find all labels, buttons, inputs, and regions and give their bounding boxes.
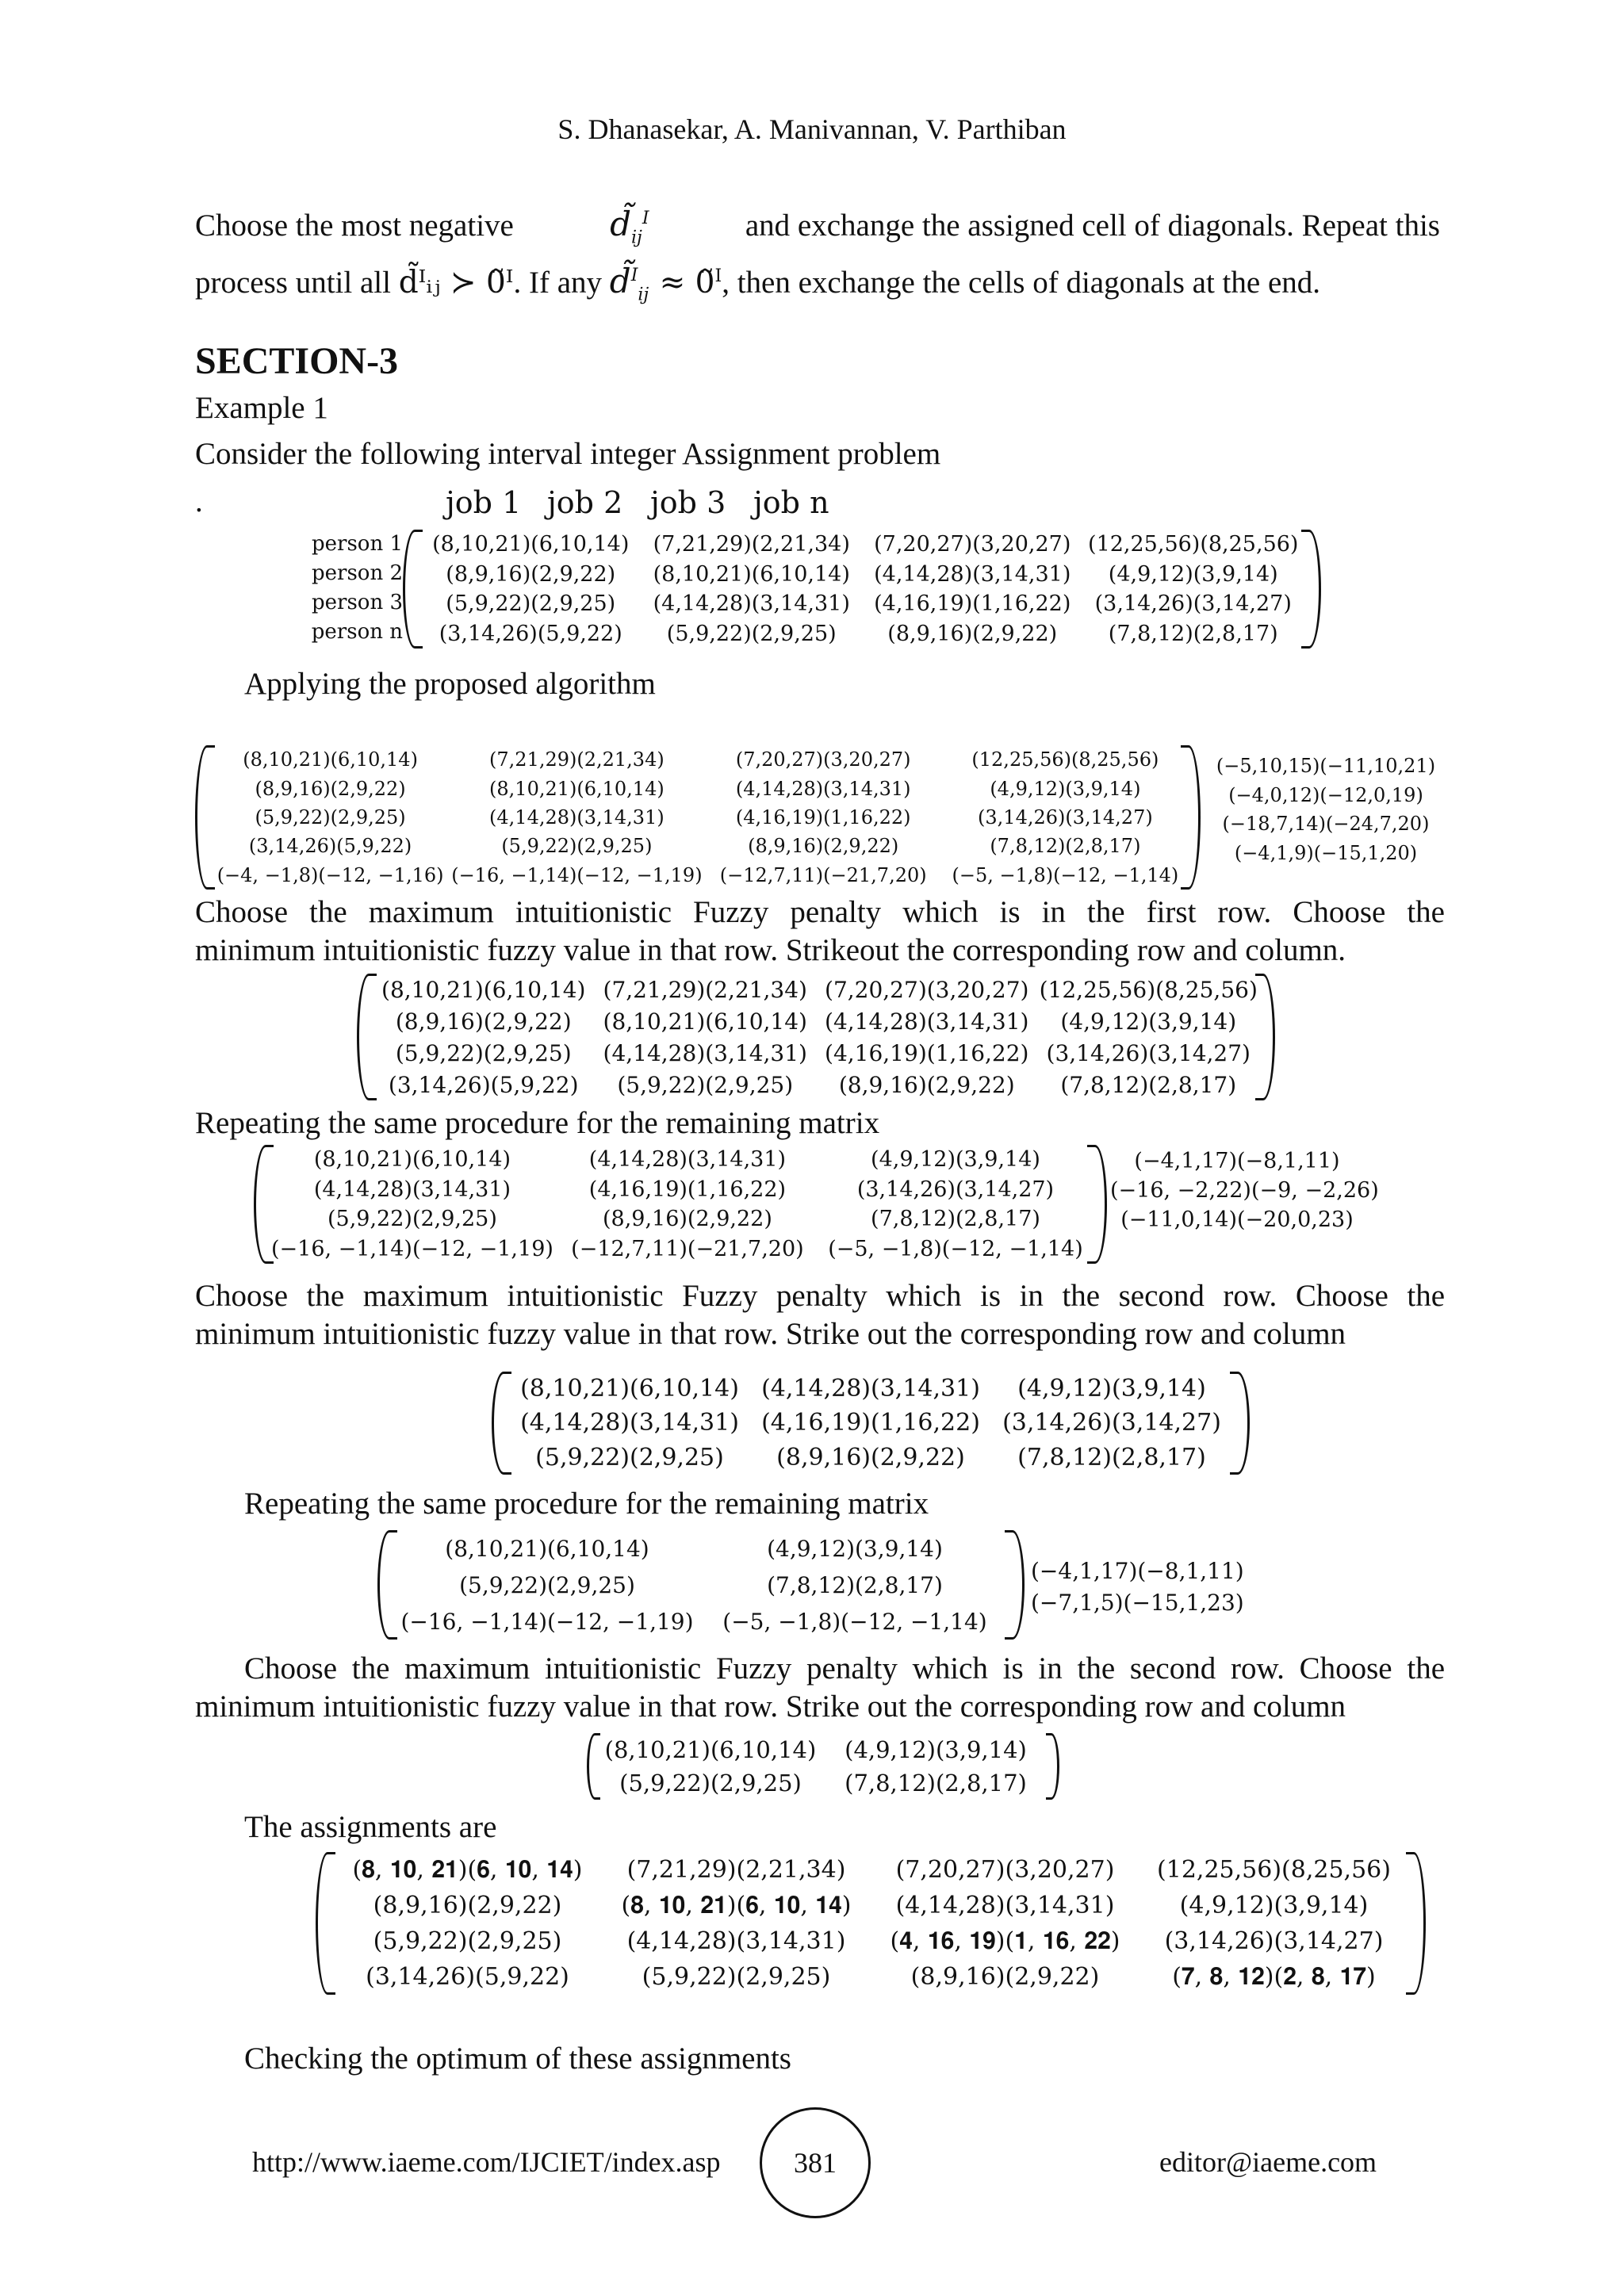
- penalty-row-2: (−7,1,5)(−15,1,23): [1031, 1590, 1244, 1616]
- matrix-cell: (5,9,22)(2,9,25): [459, 1571, 635, 1598]
- matrix-cell: (4,14,28)(3,14,31): [874, 561, 1071, 587]
- matrix-cell: (4,14,28)(3,14,31): [588, 1147, 787, 1173]
- matrix-cell: (5,9,22)(2,9,25): [619, 1770, 802, 1797]
- choose-paragraph-3-line-2: minimum intuitionistic fuzzy value in that row. Strike out the corresponding row and column: [195, 1689, 1346, 1724]
- right-paren: [1406, 1852, 1426, 1995]
- job-label-3: job 3: [650, 485, 726, 520]
- footer-url[interactable]: http://www.iaeme.com/IJCIET/index.asp: [252, 2146, 721, 2178]
- matrix-cell: (4,14,28)(3,14,31): [626, 1927, 846, 1955]
- matrix-step-3: [492, 1372, 1250, 1475]
- matrix-cell: (8,9,16)(2,9,22): [748, 835, 899, 858]
- right-paren: [1087, 1145, 1107, 1264]
- matrix-cell: (4,14,28)(3,14,31): [603, 1039, 807, 1066]
- matrix-cell: (5,9,22)(2,9,25): [446, 591, 616, 617]
- person-label-2: person 2: [311, 561, 403, 585]
- penalty-row-3: (−11,0,14)(−20,0,23): [1120, 1207, 1354, 1232]
- matrix-cell: (𝟕, 𝟖, 𝟏𝟐)(𝟐, 𝟖, 𝟏𝟕): [1172, 1963, 1376, 1991]
- matrix-grid: [509, 1372, 1232, 1475]
- checking-text: Checking the optimum of these assignments: [244, 2042, 791, 2076]
- matrix-cell: (8,9,16)(2,9,22): [446, 561, 616, 587]
- condition-1: d̃ᴵᵢⱼ ≻ 0̃ᴵ: [398, 265, 514, 300]
- matrix-cell: (8,10,21)(6,10,14): [313, 1147, 511, 1173]
- matrix-cell: (3,14,26)(5,9,22): [388, 1071, 579, 1098]
- matrix-cell: (−16, −1,14)(−12, −1,19): [451, 863, 703, 886]
- right-paren: [1046, 1733, 1059, 1800]
- matrix-cell: (4,16,19)(1,16,22): [735, 806, 911, 828]
- job-label-2: job 2: [547, 485, 623, 520]
- penalty-row-4: (−4,1,9)(−15,1,20): [1234, 841, 1418, 864]
- matrix-cell: (4,9,12)(3,9,14): [767, 1535, 943, 1562]
- matrix-cell: (8,10,21)(6,10,14): [604, 1736, 817, 1763]
- row-penalties-2: [1110, 1146, 1379, 1234]
- matrix-cell: (4,16,19)(1,16,22): [761, 1409, 980, 1437]
- matrix-cell: (4,14,28)(3,14,31): [313, 1177, 511, 1202]
- matrix-cell: (12,25,56)(8,25,56): [1157, 1856, 1391, 1884]
- page-number: 381: [760, 2107, 871, 2218]
- matrix-grid: [420, 530, 1304, 649]
- matrix-cell: (4,14,28)(3,14,31): [653, 591, 850, 617]
- matrix-cell: (3,14,26)(3,14,27): [856, 1177, 1055, 1202]
- matrix-cell: (8,10,21)(6,10,14): [653, 561, 850, 587]
- matrix-cell: (3,14,26)(3,14,27): [1002, 1409, 1221, 1437]
- choose-paragraph-2-line-1: Choose the maximum intuitionistic Fuzzy penalty which is in the second row. Choose the: [195, 1279, 1445, 1313]
- choose-paragraph-3-line-1: Choose the maximum intuitionistic Fuzzy penalty which is in the second row. Choose the: [244, 1651, 1445, 1686]
- matrix-cell: (−5, −1,8)(−12, −1,14): [722, 1608, 987, 1635]
- penalty-row-2: (−4,0,12)(−12,0,19): [1228, 783, 1423, 806]
- matrix-cell: (3,14,26)(5,9,22): [439, 621, 622, 646]
- matrix-cell: (4,16,19)(1,16,22): [874, 591, 1071, 617]
- matrix-cell: (3,14,26)(3,14,27): [978, 806, 1153, 828]
- matrix-cell: (4,9,12)(3,9,14): [1179, 1892, 1369, 1919]
- matrix-cell: (8,9,16)(2,9,22): [838, 1071, 1015, 1098]
- matrix-cell: (8,9,16)(2,9,22): [910, 1963, 1100, 1991]
- matrix-cell: (4,14,28)(3,14,31): [825, 1008, 1029, 1035]
- matrix-grid: [209, 745, 1186, 890]
- right-paren: [1230, 1372, 1250, 1475]
- matrix-cell: (5,9,22)(2,9,25): [255, 806, 406, 828]
- d-ij-symbol-2: d̃$^I_{ij}$: [609, 262, 649, 305]
- matrix-cell: (5,9,22)(2,9,25): [373, 1927, 562, 1955]
- matrix-cell: (4,16,19)(1,16,22): [588, 1177, 787, 1202]
- intro-line-2: [195, 262, 1448, 306]
- penalty-row-1: (−5,10,15)(−11,10,21): [1216, 755, 1436, 777]
- matrix-cell: (7,21,29)(2,21,34): [653, 532, 850, 557]
- right-paren: [1255, 974, 1275, 1100]
- intro-text-d: . If any: [513, 266, 603, 300]
- matrix-cell: (3,14,26)(3,14,27): [1094, 591, 1292, 617]
- matrix-cell: (3,14,26)(3,14,27): [1046, 1039, 1251, 1066]
- matrix-cell: (4,16,19)(1,16,22): [825, 1039, 1029, 1066]
- choose-paragraph-2-line-2: minimum intuitionistic fuzzy value in that row. Strike out the corresponding row and column: [195, 1317, 1346, 1351]
- assignments-label: The assignments are: [244, 1810, 497, 1844]
- matrix-cell: (12,25,56)(8,25,56): [1088, 532, 1299, 557]
- matrix-cell: (5,9,22)(2,9,25): [535, 1443, 724, 1471]
- matrix-cell: (𝟖, 𝟏𝟎, 𝟐𝟏)(𝟔, 𝟏𝟎, 𝟏𝟒): [621, 1892, 852, 1919]
- matrix-cell: (8,9,16)(2,9,22): [887, 621, 1058, 646]
- person-label-n: person n: [311, 620, 403, 644]
- matrix-cell: (−12,7,11)(−21,7,20): [571, 1236, 804, 1261]
- matrix-cell: (8,10,21)(6,10,14): [243, 748, 418, 771]
- matrix-cell: (7,20,27)(3,20,27): [874, 532, 1071, 557]
- matrix-with-penalties: [195, 745, 1201, 890]
- matrix-cell: (12,25,56)(8,25,56): [1039, 976, 1258, 1003]
- matrix-cell: (8,10,21)(6,10,14): [520, 1375, 739, 1403]
- matrix-cell: (7,21,29)(2,21,34): [603, 976, 807, 1003]
- matrix-cell: (7,8,12)(2,8,17): [767, 1571, 943, 1598]
- matrix-grid: [271, 1145, 1090, 1264]
- right-paren: [1181, 745, 1201, 890]
- penalty-row-2: (−16, −2,22)(−9, −2,26): [1110, 1178, 1379, 1203]
- matrix-cell: (7,21,29)(2,21,34): [489, 748, 665, 771]
- matrix-cell: (7,20,27)(3,20,27): [895, 1856, 1115, 1884]
- matrix-cell: (−5, −1,8)(−12, −1,14): [828, 1236, 1083, 1261]
- matrix-cell: (4,14,28)(3,14,31): [735, 777, 911, 800]
- matrix-cell: (8,10,21)(6,10,14): [489, 777, 665, 800]
- matrix-cell: (8,10,21)(6,10,14): [381, 976, 586, 1003]
- matrix-assignments: [316, 1852, 1426, 1995]
- choose-paragraph-1-line-1: Choose the maximum intuitionistic Fuzzy penalty which is in the first row. Choose the: [195, 895, 1445, 929]
- matrix-cell: (8,9,16)(2,9,22): [373, 1892, 562, 1919]
- matrix-cell: (8,9,16)(2,9,22): [602, 1207, 772, 1232]
- matrix-step-1: [357, 974, 1275, 1100]
- matrix-cell: (5,9,22)(2,9,25): [617, 1071, 794, 1098]
- applying-text: Applying the proposed algorithm: [244, 667, 656, 701]
- matrix-step-2: [254, 1145, 1107, 1264]
- example-label: Example 1: [195, 391, 328, 425]
- matrix-cell: (−12,7,11)(−21,7,20): [719, 863, 927, 886]
- matrix-cell: (8,9,16)(2,9,22): [395, 1008, 572, 1035]
- matrix-cell: (8,9,16)(2,9,22): [255, 777, 406, 800]
- matrix-cell: (8,10,21)(6,10,14): [432, 532, 630, 557]
- person-label-1: person 1: [311, 532, 403, 556]
- matrix-grid: [333, 1852, 1408, 1995]
- job-label-n: job n: [753, 485, 829, 520]
- matrix-cell: (−16, −1,14)(−12, −1,19): [271, 1236, 553, 1261]
- matrix-cell: (5,9,22)(2,9,25): [501, 835, 653, 858]
- intro-text-b: and exchange the assigned cell of diagonals. Repeat this: [745, 209, 1440, 243]
- penalty-row-1: (−4,1,17)(−8,1,11): [1031, 1558, 1244, 1584]
- matrix-cell: (7,8,12)(2,8,17): [1108, 621, 1278, 646]
- matrix-cell: (4,9,12)(3,9,14): [845, 1736, 1027, 1763]
- matrix-cell: (4,9,12)(3,9,14): [1108, 561, 1278, 587]
- repeating-text-2: Repeating the same procedure for the remaining matrix: [244, 1487, 929, 1521]
- matrix-cell: (4,14,28)(3,14,31): [489, 806, 665, 828]
- matrix-cell: (3,14,26)(5,9,22): [248, 835, 412, 858]
- matrix-cell: (4,9,12)(3,9,14): [990, 777, 1141, 800]
- matrix-cell: (7,8,12)(2,8,17): [1017, 1443, 1206, 1471]
- person-labels: [301, 530, 403, 647]
- repeating-text-1: Repeating the same procedure for the remaining matrix: [195, 1106, 880, 1140]
- matrix-cell: (𝟖, 𝟏𝟎, 𝟐𝟏)(𝟔, 𝟏𝟎, 𝟏𝟒): [352, 1856, 583, 1884]
- matrix-problem: [403, 530, 1321, 649]
- matrix-grid: [393, 1530, 1009, 1640]
- row-penalties-3: [1031, 1556, 1269, 1619]
- matrix-cell: (4,14,28)(3,14,31): [520, 1409, 739, 1437]
- matrix-grid: [598, 1733, 1048, 1800]
- right-paren: [1301, 530, 1321, 649]
- matrix-cell: (5,9,22)(2,9,25): [327, 1207, 497, 1232]
- d-ij-symbol: $d̃_{ij}^I$: [610, 205, 649, 248]
- matrix-cell: (7,8,12)(2,8,17): [871, 1207, 1040, 1232]
- matrix-cell: (5,9,22)(2,9,25): [666, 621, 837, 646]
- matrix-cell: (3,14,26)(3,14,27): [1164, 1927, 1384, 1955]
- matrix-cell: (4,9,12)(3,9,14): [1017, 1375, 1206, 1403]
- right-paren: [1005, 1530, 1025, 1640]
- matrix-step-4: [377, 1530, 1025, 1640]
- intro-text-c: process until all: [195, 266, 391, 300]
- matrix-cell: (7,8,12)(2,8,17): [845, 1770, 1027, 1797]
- matrix-cell: (4,9,12)(3,9,14): [1060, 1008, 1237, 1035]
- consider-text: Consider the following interval integer Assignment problem: [195, 437, 941, 471]
- matrix-cell: (4,14,28)(3,14,31): [761, 1375, 980, 1403]
- penalty-row-3: (−18,7,14)(−24,7,20): [1222, 813, 1430, 835]
- matrix-cell: (−5, −1,8)(−12, −1,14): [952, 863, 1179, 886]
- matrix-step-5: [587, 1733, 1059, 1800]
- matrix-cell: (3,14,26)(5,9,22): [366, 1963, 569, 1991]
- penalty-row-1: (−4,1,17)(−8,1,11): [1134, 1149, 1340, 1173]
- section-heading: SECTION-3: [195, 340, 399, 382]
- matrix-cell: (8,10,21)(6,10,14): [603, 1008, 807, 1035]
- matrix-cell: (7,8,12)(2,8,17): [990, 835, 1141, 858]
- dot-mark: .: [195, 484, 203, 519]
- matrix-cell: (4,9,12)(3,9,14): [871, 1147, 1040, 1173]
- condition-2: ≈ 0̃$^I$: [659, 265, 722, 300]
- choose-paragraph-1-line-2: minimum intuitionistic fuzzy value in that row. Strikeout the corresponding row and column.: [195, 933, 1346, 967]
- footer-email[interactable]: editor@iaeme.com: [1159, 2146, 1377, 2178]
- intro-text-e: , then exchange the cells of diagonals at the end.: [722, 266, 1321, 300]
- matrix-cell: (7,20,27)(3,20,27): [825, 976, 1029, 1003]
- matrix-cell: (8,10,21)(6,10,14): [445, 1535, 649, 1562]
- job-label-1: job 1: [446, 485, 522, 520]
- matrix-cell: (5,9,22)(2,9,25): [395, 1039, 572, 1066]
- matrix-grid: [373, 974, 1259, 1100]
- matrix-cell: (12,25,56)(8,25,56): [971, 748, 1159, 771]
- intro-text-a: Choose the most negative: [195, 209, 514, 243]
- person-label-3: person 3: [311, 591, 403, 614]
- row-penalties: [1207, 752, 1445, 867]
- matrix-cell: (𝟒, 𝟏𝟔, 𝟏𝟗)(𝟏, 𝟏𝟔, 𝟐𝟐): [890, 1927, 1120, 1955]
- running-header: S. Dhanasekar, A. Manivannan, V. Parthiban: [557, 113, 1067, 145]
- matrix-cell: (−4, −1,8)(−12, −1,16): [216, 863, 444, 886]
- matrix-cell: (7,21,29)(2,21,34): [626, 1856, 846, 1884]
- matrix-cell: (8,9,16)(2,9,22): [776, 1443, 965, 1471]
- matrix-cell: (7,20,27)(3,20,27): [735, 748, 911, 771]
- matrix-cell: (4,14,28)(3,14,31): [895, 1892, 1115, 1919]
- matrix-cell: (−16, −1,14)(−12, −1,19): [400, 1608, 694, 1635]
- matrix-cell: (7,8,12)(2,8,17): [1060, 1071, 1237, 1098]
- matrix-cell: (5,9,22)(2,9,25): [642, 1963, 831, 1991]
- intro-line-1: [195, 205, 1440, 249]
